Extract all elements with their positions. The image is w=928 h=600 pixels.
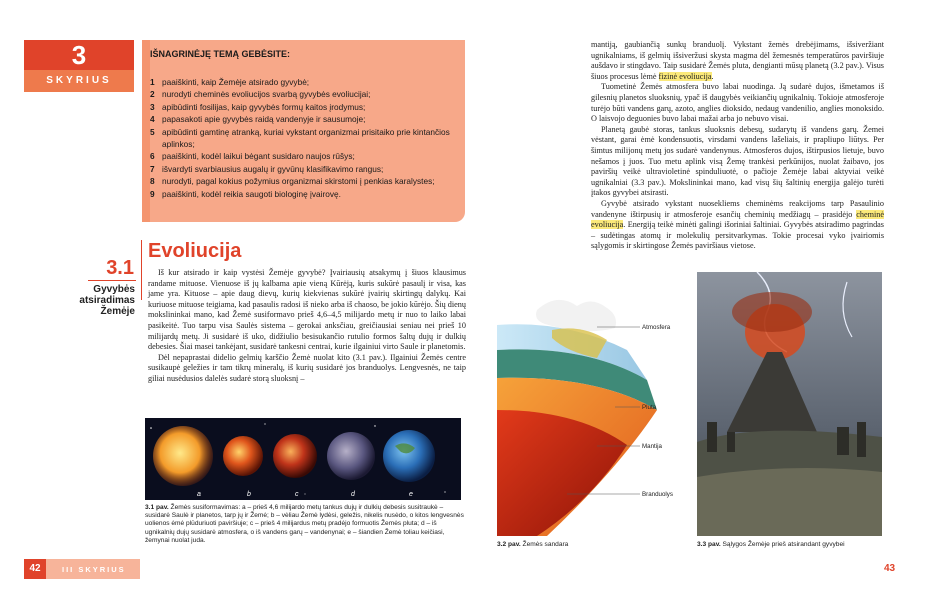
stage-letter: a — [197, 491, 201, 498]
figure-early-earth-conditions — [697, 272, 882, 536]
chapter-number: 3 — [24, 40, 134, 70]
objective-number: 2 — [150, 89, 155, 100]
objective-item — [150, 113, 460, 125]
term-highlight: cheminė evoliucija — [591, 209, 884, 230]
objective-text: išvardyti svarbiausius augalų ir gyvūnų klasifikavimo rangus; — [162, 163, 384, 174]
chapter-word: SKYRIUS — [24, 70, 134, 92]
caption-text: Žemės sandara — [520, 541, 569, 548]
chapter-box — [24, 40, 134, 92]
objective-text: apibūdinti gamtinę atranką, kuriai vykstant organizmai prisitaiko prie kintančios aplinkos; — [162, 126, 450, 150]
paragraph: Iš kur atsirado ir kaip vystėsi Žemėje gyvybė? Įvairiausių atsakymų į šiuos klausimus randame mituose. Vienuose iš jų kalbama apie vieną Kūrėją, kuris sukūrė pasaulį ir visa, kas jame yra. Kituose – apie daug dievų, kurių kiekvienas sukūrė įvairių skirtingų dalykų. Kai kuriuose mituose teigiama, kad pasaulis radosi iš nieko arba iš chaoso, be jokio kūrėjo. Šių dienų mokslininkai mano, kad Žemė susiformavo prieš 4,6–4,5 milijardo metų ir nuo to laiko labai pasikeitė. Tuo tarpu visa Saulės sistema – gerokai anksčiau, greičiausiai seniau nei prieš 10 milijardų metų. Ji susidarė iš uko, didžiulio besisukančio rutulio formos šaltų dujų ir dulkių debesies. Šiai masei tankėjant, susidarė tankesni centrai, kurie ilgainiui virto Saule ir planetomis. — [148, 268, 466, 352]
stage-letter: c — [295, 491, 299, 498]
right-column-text — [591, 40, 884, 252]
figure-3-1-caption — [145, 504, 465, 545]
objective-number: 7 — [150, 163, 155, 174]
objective-number: 1 — [150, 77, 155, 87]
objective-number: 6 — [150, 151, 155, 162]
section-title: Evoliucija — [148, 240, 242, 262]
objective-item — [150, 126, 460, 151]
section-vertical-rule — [141, 240, 142, 300]
paragraph-text: . — [711, 71, 714, 81]
earth-structure-illustration — [497, 270, 683, 536]
paragraph: Planetą gaubė storas, tankus sluoksnis debesų, sudarytų iš vandens garų. Žemei vėstant, garai ėmė kondensuotis, virsdami vandens lašeliais, ir prapliupo liūtys. Per šimtus milijonų metų jos sudarė vandenynus. Atmosferos dujos, ištirpusios lietuje, buvo nešamos į juos. Tuo metu aplink visą Žemę trankėsi perkūnijos, nuolat žaibavo, jos paviršių veikė ultravioletinė spinduliuotė, o pačioje Žemėje labai aktyviai veikė ugnikalniai (3.3 pav.). Mokslininkai mano, kad visų šių šaltinių energija galėjo turėti įtakos gyvybei atsirasti. — [591, 124, 884, 198]
objective-text: paaiškinti, kodėl reikia saugoti biologinę įvairovę. — [162, 188, 341, 199]
objective-text: paaiškinti, kaip Žemėje atsirado gyvybė; — [162, 77, 310, 87]
objective-item — [150, 188, 460, 200]
figure-earth-formation — [145, 418, 461, 500]
objective-text: nurodyti cheminės evoliucijos svarbą gyvybės evoliucijai; — [162, 89, 371, 100]
term-highlight: fizinė evoliucija — [658, 71, 712, 81]
objective-number: 4 — [150, 114, 155, 125]
label-atmosphere: Atmosfera — [642, 324, 671, 331]
figure-3-3-caption — [697, 541, 845, 548]
paragraph: Tuometinė Žemės atmosfera buvo labai nuodinga. Ją sudarė dujos, išmetamos iš gilesnių planetos sluoksnių, ypač iš daugybės veikiančių ugnikalnių. Tokioje atmosferoje turėjo būti vandens garų, azoto, anglies dioksido, nedaug vandenilio, anglies monoksido. O laisvojo deguonies buvo labai mažai arba jo nebuvo visai. — [591, 82, 884, 124]
objective-item — [150, 88, 460, 100]
objective-text: apibūdinti fosilijas, kaip gyvybės formų kaitos įrodymus; — [162, 101, 366, 112]
objective-number: 8 — [150, 176, 155, 187]
label-core: Branduolys — [642, 491, 673, 498]
objective-number: 5 — [150, 126, 155, 137]
objective-item — [150, 150, 460, 162]
label-crust: Pluta — [642, 404, 657, 411]
footer-chapter-label: III SKYRIUS — [62, 565, 126, 574]
objective-text: paaiškinti, kodėl laikui bėgant susidaro naujos rūšys; — [162, 151, 355, 162]
caption-label: 3.3 pav. — [697, 541, 721, 548]
page-number-left: 42 — [24, 559, 46, 579]
objective-number: 9 — [150, 188, 155, 199]
objective-text: nurodyti, pagal kokius požymius organizmai skirstomi į penkias karalystes; — [162, 176, 435, 187]
objectives-box-edge — [142, 40, 150, 222]
left-column-text — [148, 268, 466, 385]
section-rule — [88, 280, 136, 281]
earth-formation-illustration — [145, 418, 461, 500]
early-earth-illustration — [697, 272, 882, 536]
section-subtitle-line: Žemėje — [100, 306, 135, 317]
paragraph — [591, 40, 884, 82]
section-subtitle-line: Gyvybės — [93, 284, 135, 295]
objective-item — [150, 76, 460, 88]
section-number: 3.1 — [106, 257, 134, 279]
stage-letter: b — [247, 491, 251, 498]
objectives-title: IŠNAGRINĖJĘ TEMĄ GEBĖSITE: — [150, 49, 291, 59]
caption-text: Sąlygos Žemėje prieš atsirandant gyvybei — [720, 541, 845, 548]
caption-label: 3.2 pav. — [497, 541, 521, 548]
objective-item — [150, 101, 460, 113]
learning-objectives-box — [142, 40, 465, 222]
paragraph — [591, 199, 884, 252]
objectives-list — [150, 76, 460, 200]
section-subtitle-line: atsiradimas — [79, 295, 135, 306]
stage-letter: d — [351, 491, 355, 498]
caption-label: 3.1 pav. — [145, 504, 169, 511]
figure-earth-structure — [497, 270, 683, 536]
objective-number: 3 — [150, 101, 155, 112]
paragraph-text: mantiją, gaubiančią sunkų branduolį. Vykstant žemės drebėjimams, išsiveržiant ugnikalniams, iš gelmių išsiveržusi skysta magma dėl žemesnės temperatūros paviršiuje aušdavo ir stingdavo. Taip susidarė Žemės pluta, dengianti mūsų planetą (3.2 pav.). Visus šiuos procesus lėmė — [591, 40, 884, 81]
objective-item — [150, 175, 460, 187]
figure-3-2-caption — [497, 541, 568, 548]
page-number-right: 43 — [884, 563, 896, 574]
section-subtitle — [60, 284, 135, 317]
paragraph-text: Gyvybė atsirado vykstant nuosekliems cheminėms reakcijoms tarp Pasaulinio vandenyne ištirpusių ir atmosferoje esančių cheminių medžiagų – prasidėjo — [591, 198, 884, 219]
paragraph: Dėl nepaprastai didelio gelmių karščio Žemė nuolat kito (3.1 pav.). Ilgainiui Žemės centre susikaupė geležies ir tam tikrų mineralų, iš kurių susidarė jos branduolys. Lengvesnės, ne taip giliai nusėdusios dalelės sudarė storą sluoksnį – — [148, 352, 466, 383]
caption-text: Žemės susiformavimas: a – prieš 4,6 milijardo metų tankus dujų ir dulkių debesis susitraukė – susidarė Saulė ir planetos, tarp jų ir Žemė; b – vėliau Žemė lydėsi, geležis, nikelis nusėdo, o kitos lengvesnės uolienos ėmė plūduriuoti paviršiuje; c – prieš 4 milijardus metų pradėjo formuotis Žemės pluta; d – iš ugnikalnių dujų susidarė atmosfera, o iš vandens garų – vandenynai; e – šiandien Žemė toliau keičiasi, žemynai nuolat juda. — [145, 504, 464, 544]
objective-item — [150, 163, 460, 175]
stage-letter: e — [409, 491, 413, 498]
label-mantle: Mantija — [642, 443, 662, 450]
paragraph-text: . Energiją teikė minėti galingi išoriniai šaltiniai. Gyvybės atsiradimo pagrindas – sudėtingas atomų ir molekulių persitvarkymas. Tokie procesai vyko įvairiomis sąlygomis ir skirtingose Žemės paviršiaus vietose. — [591, 220, 884, 251]
objective-text: papasakoti apie gyvybės raidą vandenyje ir sausumoje; — [162, 114, 366, 125]
